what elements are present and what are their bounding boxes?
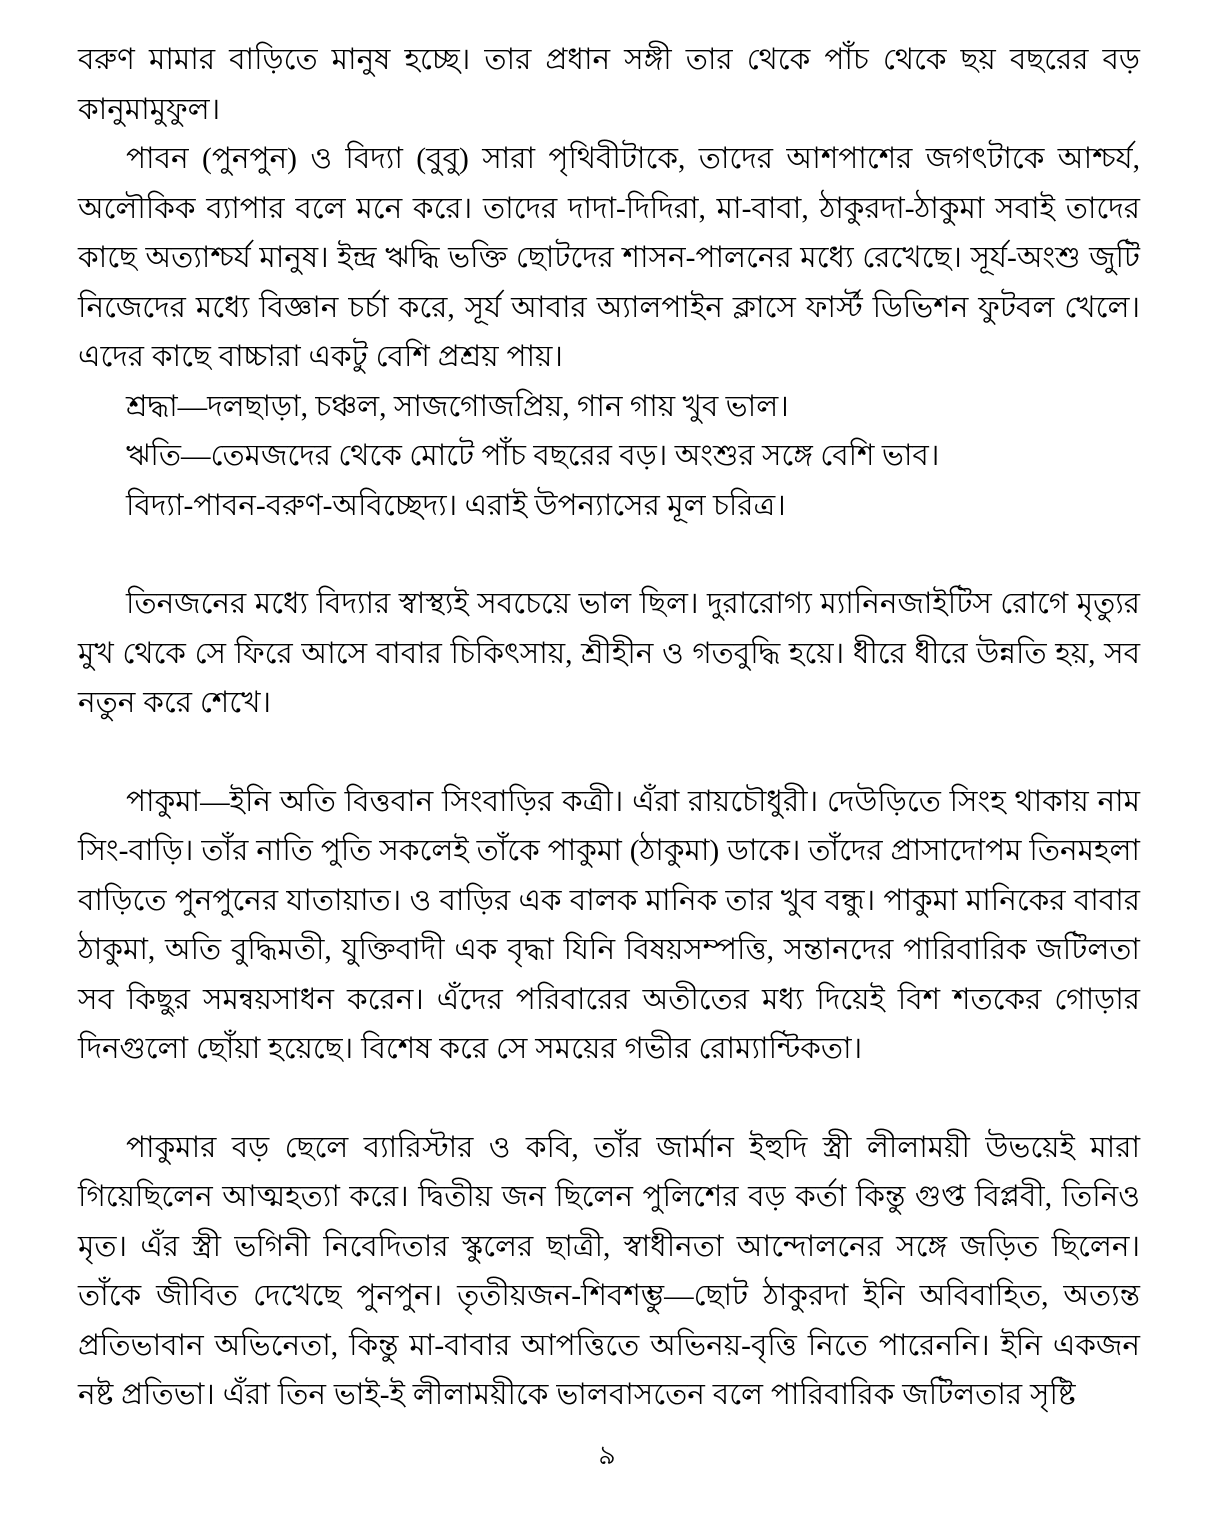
paragraph-2: পাবন (পুনপুন) ও বিদ্যা (বুবু) সারা পৃথিবীটাকে, তাদের আশপাশের জগৎটাকে আশ্চর্য, অলৌকিক ব্যাপার বলে মনে করে। তাদের দাদা-দিদিরা, মা-বাবা, ঠাকুরদা-ঠাকুমা সবাই তাদের কাছে অত্যাশ্চর্য মানুষ। ইন্দ্র ঋদ্ধি ভক্তি ছোটদের শাসন-পালনের মধ্যে রেখেছে। সূর্য-অংশু জুটি নিজেদের মধ্যে বিজ্ঞান চর্চা করে, সূর্য আবার অ্যালপাইন ক্লাসে ফার্স্ট ডিভিশন ফুটবল খেলে। এদের কাছে বাচ্চারা একটু বেশি প্রশ্রয় পায়। — [78, 143, 1140, 373]
character-line-3: বিদ্যা-পাবন-বরুণ-অবিচ্ছেদ্য। এরাই উপন্যাসের মূল চরিত্র। — [126, 489, 786, 522]
paragraph-4: পাকুমা—ইনি অতি বিত্তবান সিংবাড়ির কত্রী। এঁরা রায়চৌধুরী। দেউড়িতে সিংহ থাকায় নাম সিং-বাড়ি। তাঁর নাতি পুতি সকলেই তাঁকে পাকুমা (ঠাকুমা) ডাকে। তাঁদের প্রাসাদোপম তিনমহলা বাড়িতে পুনপুনের যাতায়াত। ও বাড়ির এক বালক মানিক তার খুব বন্ধু। পাকুমা মানিকের বাবার ঠাকুমা, অতি বুদ্ধিমতী, যুক্তিবাদী এক বৃদ্ধা যিনি বিষয়সম্পত্তি, সন্তানদের পারিবারিক জটিলতা সব কিছুর সমন্বয়সাধন করেন। এঁদের পরিবারের অতীতের মধ্য দিয়েই বিশ শতকের গোড়ার দিনগুলো ছোঁয়া হয়েছে। বিশেষ করে সে সময়ের গভীর রোম্যান্টিকতা। — [78, 785, 1140, 1065]
paragraph-spacer-1 — [78, 531, 1140, 580]
paragraph-1: বরুণ মামার বাড়িতে মানুষ হচ্ছে। তার প্রধান সঙ্গী তার থেকে পাঁচ থেকে ছয় বছরের বড় কানুমামুফুল। — [78, 44, 1140, 126]
paragraph-spacer-3 — [78, 1075, 1140, 1124]
page-number: ৯ — [598, 1440, 616, 1470]
paragraph-5: পাকুমার বড় ছেলে ব্যারিস্টার ও কবি, তাঁর জার্মান ইহুদি স্ত্রী লীলাময়ী উভয়েই মারা গিয়েছিলেন আত্মহত্যা করে। দ্বিতীয় জন ছিলেন পুলিশের বড় কর্তা কিন্তু গুপ্ত বিপ্লবী, তিনিও মৃত। এঁর স্ত্রী ভগিনী নিবেদিতার স্কুলের ছাত্রী, স্বাধীনতা আন্দোলনের সঙ্গে জড়িত ছিলেন। তাঁকে জীবিত দেখেছে পুনপুন। তৃতীয়জন-শিবশম্ভু—ছোট ঠাকুরদা ইনি অবিবাহিত, অত্যন্ত প্রতিভাবান অভিনেতা, কিন্তু মা-বাবার আপত্তিতে অভিনয়-বৃত্তি নিতে পারেননি। ইনি একজন নষ্ট প্রতিভা। এঁরা তিন ভাই-ই লীলাময়ীকে ভালবাসতেন বলে পারিবারিক জটিলতার সৃষ্টি — [78, 1131, 1140, 1411]
text-column — [78, 36, 1140, 1421]
character-line-1: শ্রদ্ধা—দলছাড়া, চঞ্চল, সাজগোজপ্রিয়, গান গায় খুব ভাল। — [126, 390, 789, 423]
character-line-2: ঋতি—তেমজদের থেকে মোটে পাঁচ বছরের বড়। অংশুর সঙ্গে বেশি ভাব। — [126, 440, 940, 472]
paragraph-3: তিনজনের মধ্যে বিদ্যার স্বাস্থ্যই সবচেয়ে ভাল ছিল। দুরারোগ্য ম্যানিনজাইটিস রোগে মৃত্যুর মুখ থেকে সে ফিরে আসে বাবার চিকিৎসায়, শ্রীহীন ও গতবুদ্ধি হয়ে। ধীরে ধীরে উন্নতি হয়, সব নতুন করে শেখে। — [78, 588, 1140, 719]
paragraph-spacer-2 — [78, 729, 1140, 778]
